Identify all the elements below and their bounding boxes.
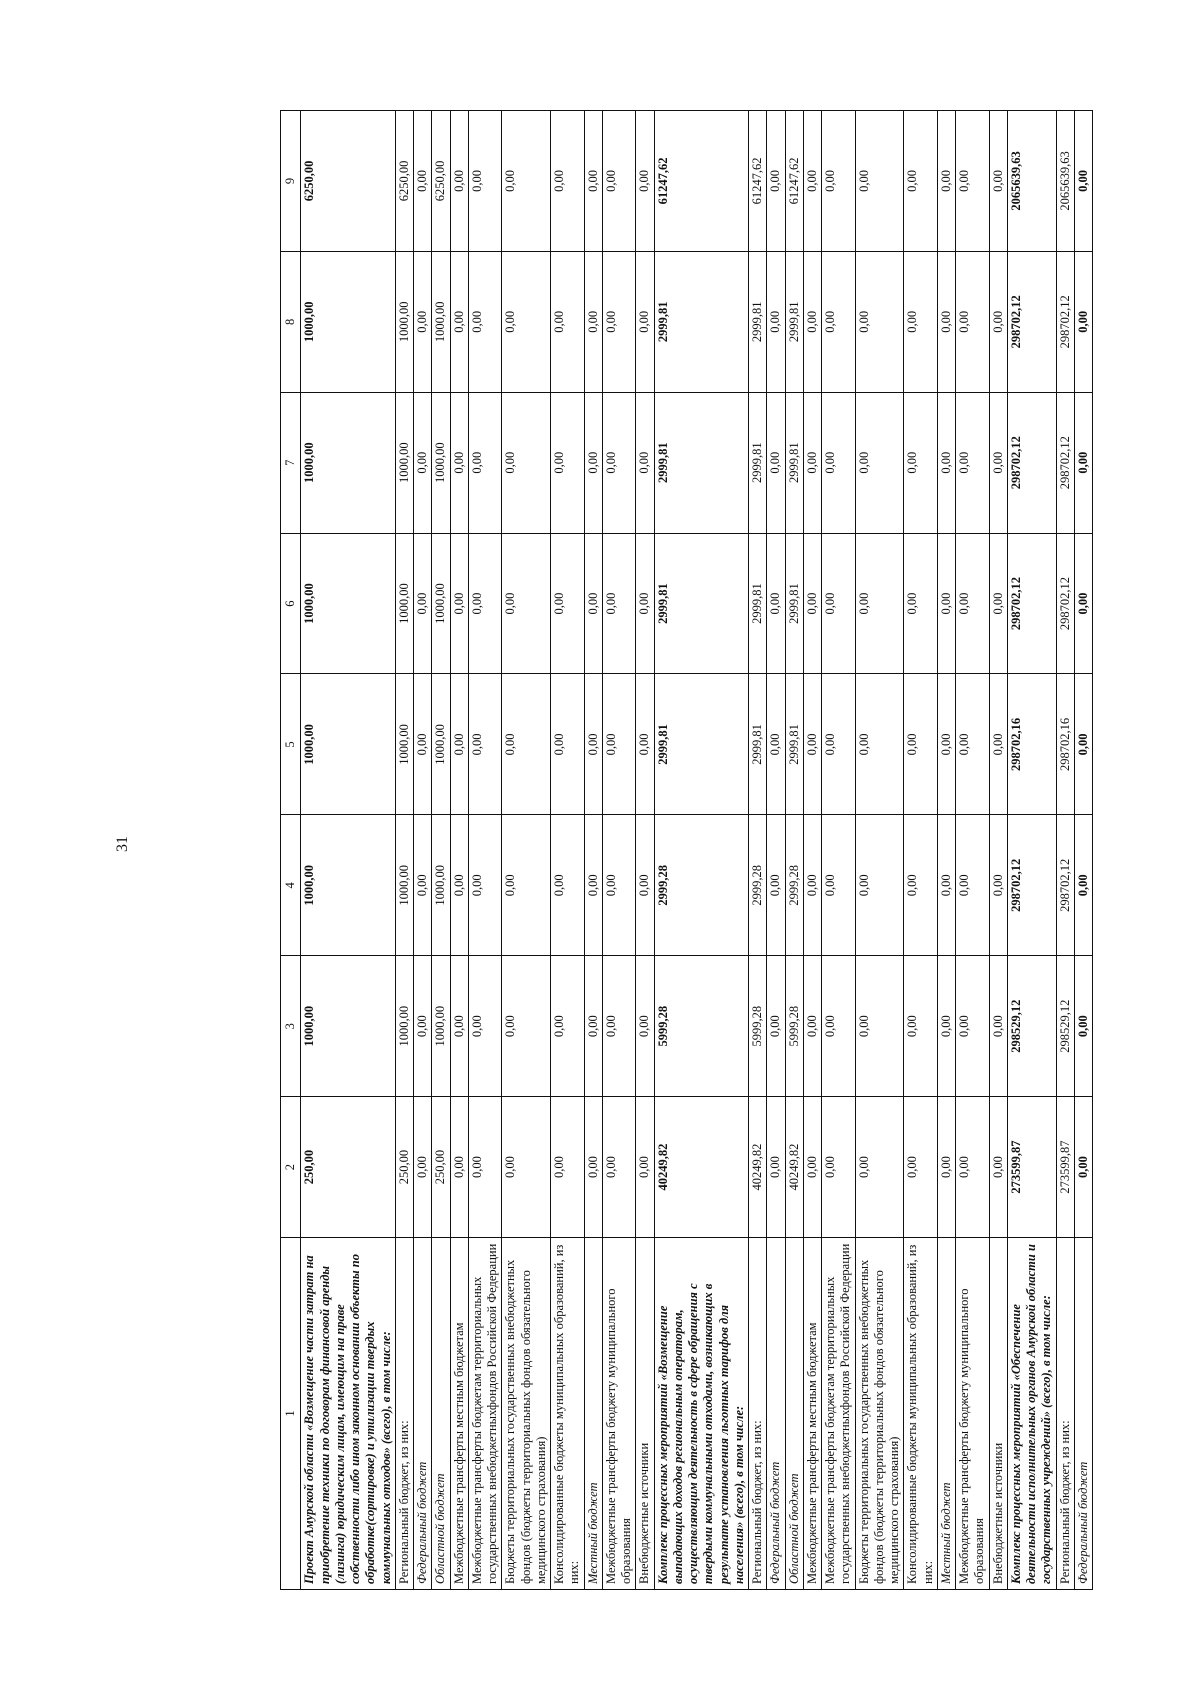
value-cell: 0,00 (414, 533, 432, 674)
value-cell: 0,00 (1074, 392, 1092, 533)
header-cell: 2 (281, 1097, 301, 1238)
value-cell: 0,00 (468, 1097, 502, 1238)
value-cell: 0,00 (551, 251, 585, 392)
table-row (432, 111, 450, 1590)
value-cell: 0,00 (502, 1097, 551, 1238)
value-cell: 2999,28 (785, 815, 803, 956)
table-row (855, 111, 904, 1590)
value-cell: 1000,00 (301, 674, 396, 815)
value-cell: 61247,62 (749, 111, 767, 252)
table-row (450, 111, 468, 1590)
row-label: Межбюджетные трансферты бюджету муниципального образования (956, 1238, 990, 1590)
table-body (301, 111, 1093, 1590)
value-cell: 0,00 (468, 392, 502, 533)
value-cell: 0,00 (989, 815, 1007, 956)
value-cell: 0,00 (450, 392, 468, 533)
value-cell: 0,00 (551, 956, 585, 1097)
table-row (956, 111, 990, 1590)
row-label: Федеральный бюджет (767, 1238, 785, 1590)
value-cell: 250,00 (395, 1097, 413, 1238)
rotated-table-wrapper (280, 110, 1100, 1590)
table-row (785, 111, 803, 1590)
table-row (636, 111, 654, 1590)
value-cell: 0,00 (767, 111, 785, 252)
value-cell: 1000,00 (301, 533, 396, 674)
value-cell: 61247,62 (785, 111, 803, 252)
value-cell: 273599,87 (1007, 1097, 1056, 1238)
value-cell: 40249,82 (749, 1097, 767, 1238)
value-cell: 1000,00 (432, 956, 450, 1097)
value-cell: 0,00 (956, 533, 990, 674)
value-cell: 298702,12 (1007, 251, 1056, 392)
value-cell: 2999,81 (749, 392, 767, 533)
value-cell: 0,00 (803, 674, 821, 815)
header-row (281, 111, 301, 1590)
value-cell: 0,00 (502, 392, 551, 533)
row-label: Проект Амурской области «Возмещение части затрат на приобретение техники по договорам финансовой аренды (лизинга) юридическим лицам, имеющим на праве собственности либо ином законном основании объекты по обработке(сортировке) и утилизации твердых коммунальных отходов» (всего), в том числе: (301, 1238, 396, 1590)
value-cell: 298702,12 (1056, 251, 1074, 392)
row-label: Комплекс процессных мероприятий «Возмещение выпадающих доходов региональным операторам, осуществляющим деятельность в сфере обращения с твердыми коммунальными отходами, возникающих в результате установления льготных тарифов для населения» (всего), в том числе: (654, 1238, 749, 1590)
table-row (749, 111, 767, 1590)
value-cell: 0,00 (636, 392, 654, 533)
row-label: Консолидированные бюджеты муниципальных образований, из них: (904, 1238, 938, 1590)
value-cell: 1000,00 (395, 251, 413, 392)
value-cell: 0,00 (822, 392, 856, 533)
value-cell: 0,00 (803, 251, 821, 392)
value-cell: 0,00 (602, 533, 636, 674)
value-cell: 0,00 (636, 674, 654, 815)
value-cell: 0,00 (551, 1097, 585, 1238)
value-cell: 61247,62 (654, 111, 749, 252)
value-cell: 0,00 (855, 392, 904, 533)
value-cell: 0,00 (636, 111, 654, 252)
value-cell: 0,00 (822, 251, 856, 392)
row-label: Межбюджетные трансферты бюджету муниципального образования (602, 1238, 636, 1590)
value-cell: 273599,87 (1056, 1097, 1074, 1238)
value-cell: 0,00 (956, 251, 990, 392)
value-cell: 250,00 (301, 1097, 396, 1238)
value-cell: 0,00 (822, 956, 856, 1097)
value-cell: 0,00 (989, 111, 1007, 252)
value-cell: 0,00 (468, 815, 502, 956)
row-label: Областной бюджет (785, 1238, 803, 1590)
table-row (654, 111, 749, 1590)
value-cell: 0,00 (414, 392, 432, 533)
value-cell: 0,00 (414, 251, 432, 392)
value-cell: 0,00 (803, 392, 821, 533)
value-cell: 5999,28 (749, 956, 767, 1097)
header-cell: 4 (281, 815, 301, 956)
table-row (551, 111, 585, 1590)
value-cell: 0,00 (1074, 674, 1092, 815)
header-cell: 5 (281, 674, 301, 815)
value-cell: 0,00 (584, 956, 602, 1097)
value-cell: 0,00 (551, 392, 585, 533)
value-cell: 0,00 (822, 815, 856, 956)
value-cell: 2999,81 (654, 674, 749, 815)
table-row (1007, 111, 1056, 1590)
value-cell: 0,00 (602, 251, 636, 392)
value-cell: 0,00 (468, 956, 502, 1097)
value-cell: 0,00 (937, 1097, 955, 1238)
value-cell: 0,00 (904, 956, 938, 1097)
value-cell: 0,00 (956, 1097, 990, 1238)
value-cell: 298702,12 (1056, 815, 1074, 956)
value-cell: 5999,28 (785, 956, 803, 1097)
header-cell: 6 (281, 533, 301, 674)
value-cell: 0,00 (937, 111, 955, 252)
value-cell: 0,00 (414, 815, 432, 956)
value-cell: 0,00 (636, 533, 654, 674)
table-row (937, 111, 955, 1590)
value-cell: 0,00 (636, 1097, 654, 1238)
value-cell: 2999,81 (785, 392, 803, 533)
value-cell: 0,00 (904, 674, 938, 815)
value-cell: 1000,00 (301, 956, 396, 1097)
header-cell: 1 (281, 1238, 301, 1590)
value-cell: 0,00 (803, 815, 821, 956)
value-cell: 0,00 (855, 111, 904, 252)
value-cell: 0,00 (855, 674, 904, 815)
value-cell: 0,00 (904, 1097, 938, 1238)
value-cell: 0,00 (1074, 1097, 1092, 1238)
table-row (1056, 111, 1074, 1590)
value-cell: 0,00 (468, 251, 502, 392)
value-cell: 0,00 (584, 533, 602, 674)
value-cell: 0,00 (450, 251, 468, 392)
value-cell: 0,00 (855, 815, 904, 956)
value-cell: 0,00 (937, 392, 955, 533)
value-cell: 0,00 (937, 956, 955, 1097)
value-cell: 1000,00 (395, 674, 413, 815)
value-cell: 0,00 (956, 956, 990, 1097)
value-cell: 2999,81 (785, 674, 803, 815)
value-cell: 0,00 (989, 251, 1007, 392)
value-cell: 0,00 (502, 815, 551, 956)
row-label: Внебюджетные источники (989, 1238, 1007, 1590)
row-label: Местный бюджет (937, 1238, 955, 1590)
value-cell: 0,00 (1074, 815, 1092, 956)
value-cell: 1000,00 (432, 392, 450, 533)
value-cell: 1000,00 (432, 815, 450, 956)
value-cell: 0,00 (937, 533, 955, 674)
value-cell: 0,00 (636, 815, 654, 956)
value-cell: 0,00 (904, 533, 938, 674)
row-label: Межбюджетные трансферты местным бюджетам (450, 1238, 468, 1590)
value-cell: 0,00 (602, 956, 636, 1097)
value-cell: 1000,00 (301, 815, 396, 956)
value-cell: 298702,12 (1007, 815, 1056, 956)
value-cell: 0,00 (1074, 251, 1092, 392)
value-cell: 0,00 (551, 111, 585, 252)
value-cell: 0,00 (450, 815, 468, 956)
row-label: Межбюджетные трансферты бюджетам территориальных государственных внебюджетныхфондов Российской Федерации (468, 1238, 502, 1590)
value-cell: 0,00 (602, 392, 636, 533)
value-cell: 0,00 (855, 1097, 904, 1238)
value-cell: 40249,82 (785, 1097, 803, 1238)
value-cell: 0,00 (636, 251, 654, 392)
value-cell: 0,00 (989, 392, 1007, 533)
header-cell: 9 (281, 111, 301, 252)
value-cell: 0,00 (956, 815, 990, 956)
value-cell: 0,00 (767, 533, 785, 674)
value-cell: 0,00 (502, 956, 551, 1097)
row-label: Региональный бюджет, из них: (749, 1238, 767, 1590)
table-row (602, 111, 636, 1590)
row-label: Межбюджетные трансферты местным бюджетам (803, 1238, 821, 1590)
value-cell: 0,00 (450, 956, 468, 1097)
value-cell: 0,00 (502, 533, 551, 674)
value-cell: 0,00 (904, 251, 938, 392)
row-label: Внебюджетные источники (636, 1238, 654, 1590)
value-cell: 0,00 (767, 956, 785, 1097)
value-cell: 2999,28 (749, 815, 767, 956)
value-cell: 0,00 (414, 674, 432, 815)
value-cell: 0,00 (937, 815, 955, 956)
row-label: Консолидированные бюджеты муниципальных образований, из них: (551, 1238, 585, 1590)
value-cell: 1000,00 (395, 815, 413, 956)
value-cell: 0,00 (822, 674, 856, 815)
row-label: Межбюджетные трансферты бюджетам территориальных государственных внебюджетныхфондов Российской Федерации (822, 1238, 856, 1590)
value-cell: 0,00 (584, 815, 602, 956)
row-label: Региональный бюджет, из них: (1056, 1238, 1074, 1590)
value-cell: 0,00 (602, 1097, 636, 1238)
value-cell: 298702,12 (1007, 533, 1056, 674)
value-cell: 0,00 (502, 674, 551, 815)
value-cell: 250,00 (432, 1097, 450, 1238)
value-cell: 2999,81 (654, 533, 749, 674)
header-cell: 3 (281, 956, 301, 1097)
value-cell: 0,00 (803, 533, 821, 674)
table-row (822, 111, 856, 1590)
value-cell: 0,00 (767, 392, 785, 533)
value-cell: 0,00 (767, 674, 785, 815)
row-label: Областной бюджет (432, 1238, 450, 1590)
value-cell: 0,00 (468, 111, 502, 252)
value-cell: 298702,16 (1007, 674, 1056, 815)
value-cell: 1000,00 (301, 392, 396, 533)
row-label: Региональный бюджет, из них: (395, 1238, 413, 1590)
value-cell: 0,00 (584, 251, 602, 392)
value-cell: 298702,12 (1056, 533, 1074, 674)
value-cell: 0,00 (855, 533, 904, 674)
header-cell: 7 (281, 392, 301, 533)
row-label: Бюджеты территориальных государственных внебюджетных фондов (бюджеты территориальных фондов обязательного медицинского страхования) (502, 1238, 551, 1590)
value-cell: 2999,81 (749, 251, 767, 392)
value-cell: 0,00 (551, 815, 585, 956)
row-label: Бюджеты территориальных государственных внебюджетных фондов (бюджеты территориальных фондов обязательного медицинского страхования) (855, 1238, 904, 1590)
value-cell: 2065639,63 (1007, 111, 1056, 252)
value-cell: 0,00 (1074, 111, 1092, 252)
value-cell: 0,00 (602, 674, 636, 815)
value-cell: 0,00 (767, 251, 785, 392)
value-cell: 0,00 (989, 533, 1007, 674)
value-cell: 0,00 (450, 1097, 468, 1238)
value-cell: 6250,00 (395, 111, 413, 252)
value-cell: 0,00 (584, 392, 602, 533)
value-cell: 0,00 (584, 674, 602, 815)
value-cell: 0,00 (855, 956, 904, 1097)
value-cell: 1000,00 (395, 533, 413, 674)
table-row (584, 111, 602, 1590)
value-cell: 0,00 (822, 111, 856, 252)
budget-table (280, 110, 1093, 1590)
table-row (767, 111, 785, 1590)
header-cell: 8 (281, 251, 301, 392)
value-cell: 0,00 (551, 674, 585, 815)
value-cell: 0,00 (803, 956, 821, 1097)
value-cell: 0,00 (989, 674, 1007, 815)
table-row (803, 111, 821, 1590)
value-cell: 1000,00 (301, 251, 396, 392)
table-row (1074, 111, 1092, 1590)
value-cell: 0,00 (904, 392, 938, 533)
row-label: Федеральный бюджет (1074, 1238, 1092, 1590)
value-cell: 2999,81 (785, 533, 803, 674)
value-cell: 1000,00 (432, 533, 450, 674)
value-cell: 1000,00 (432, 251, 450, 392)
table-row (468, 111, 502, 1590)
value-cell: 0,00 (1074, 533, 1092, 674)
row-label: Местный бюджет (584, 1238, 602, 1590)
value-cell: 0,00 (822, 1097, 856, 1238)
value-cell: 0,00 (767, 815, 785, 956)
value-cell: 0,00 (502, 111, 551, 252)
value-cell: 0,00 (904, 111, 938, 252)
value-cell: 6250,00 (432, 111, 450, 252)
value-cell: 298529,12 (1056, 956, 1074, 1097)
value-cell: 6250,00 (301, 111, 396, 252)
value-cell: 298529,12 (1007, 956, 1056, 1097)
value-cell: 1000,00 (432, 674, 450, 815)
value-cell: 298702,16 (1056, 674, 1074, 815)
value-cell: 0,00 (904, 815, 938, 956)
value-cell: 0,00 (767, 1097, 785, 1238)
value-cell: 0,00 (803, 111, 821, 252)
value-cell: 0,00 (1074, 956, 1092, 1097)
value-cell: 0,00 (989, 956, 1007, 1097)
value-cell: 298702,12 (1056, 392, 1074, 533)
value-cell: 40249,82 (654, 1097, 749, 1238)
value-cell: 2999,81 (785, 251, 803, 392)
value-cell: 0,00 (636, 956, 654, 1097)
value-cell: 0,00 (956, 111, 990, 252)
value-cell: 0,00 (602, 111, 636, 252)
value-cell: 2999,28 (654, 815, 749, 956)
value-cell: 0,00 (468, 533, 502, 674)
value-cell: 0,00 (989, 1097, 1007, 1238)
value-cell: 2999,81 (749, 674, 767, 815)
value-cell: 0,00 (822, 533, 856, 674)
table-row (502, 111, 551, 1590)
value-cell: 0,00 (450, 533, 468, 674)
value-cell: 2065639,63 (1056, 111, 1074, 252)
value-cell: 0,00 (956, 392, 990, 533)
value-cell: 0,00 (584, 1097, 602, 1238)
value-cell: 2999,81 (749, 533, 767, 674)
table-row (904, 111, 938, 1590)
value-cell: 0,00 (551, 533, 585, 674)
table-row (395, 111, 413, 1590)
row-label: Комплекс процессных мероприятий «Обеспечение деятельности исполнительных органов Амурской области и государственных учреждений» (всего), в том числе: (1007, 1238, 1056, 1590)
value-cell: 0,00 (602, 815, 636, 956)
table-row (989, 111, 1007, 1590)
value-cell: 2999,81 (654, 251, 749, 392)
value-cell: 1000,00 (395, 392, 413, 533)
value-cell: 0,00 (414, 956, 432, 1097)
value-cell: 0,00 (803, 1097, 821, 1238)
value-cell: 1000,00 (395, 956, 413, 1097)
value-cell: 5999,28 (654, 956, 749, 1097)
value-cell: 0,00 (450, 674, 468, 815)
value-cell: 0,00 (414, 111, 432, 252)
table-row (301, 111, 396, 1590)
value-cell: 0,00 (450, 111, 468, 252)
value-cell: 0,00 (937, 674, 955, 815)
value-cell: 0,00 (584, 111, 602, 252)
value-cell: 2999,81 (654, 392, 749, 533)
value-cell: 0,00 (502, 251, 551, 392)
value-cell: 0,00 (855, 251, 904, 392)
row-label: Федеральный бюджет (414, 1238, 432, 1590)
value-cell: 298702,12 (1007, 392, 1056, 533)
value-cell: 0,00 (414, 1097, 432, 1238)
page-number: 31 (114, 836, 131, 852)
table-row (414, 111, 432, 1590)
value-cell: 0,00 (468, 674, 502, 815)
value-cell: 0,00 (956, 674, 990, 815)
value-cell: 0,00 (937, 251, 955, 392)
